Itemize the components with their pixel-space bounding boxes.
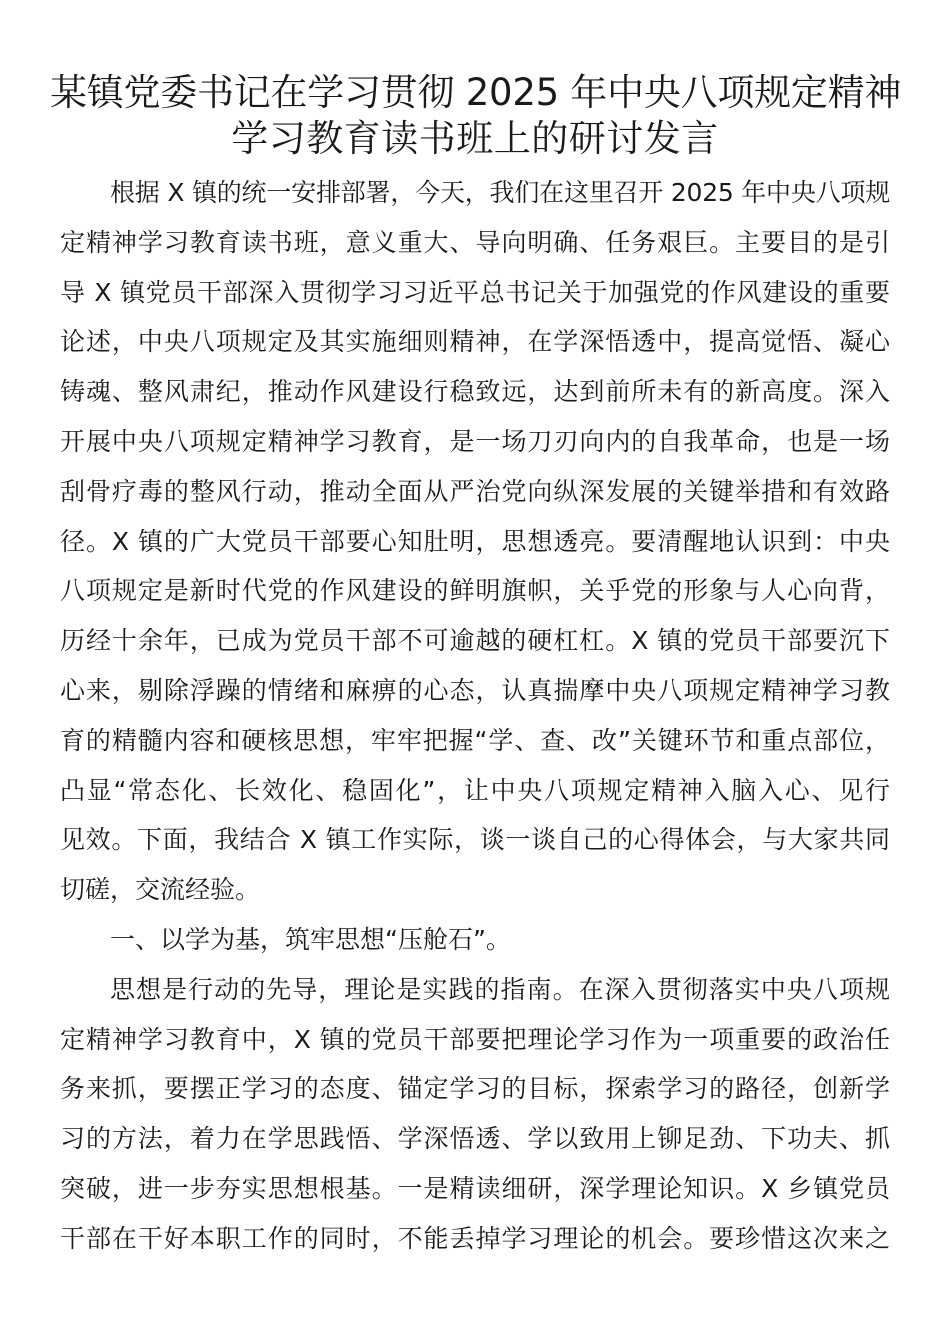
text-line: 育的精髓内容和硬核思想，牢牢把握“学、查、改”关键环节和重点部位， <box>60 725 890 755</box>
text-line: 径。X 镇的广大党员干部要心知肚明，思想透亮。要清醒地认识到：中央 <box>60 526 890 556</box>
text-line: 铸魂、整风肃纪，推动作风建设行稳致远，达到前所未有的新高度。深入 <box>60 377 890 407</box>
text-line: 凸显“常态化、长效化、稳固化”，让中央八项规定精神入脑入心、见行 <box>60 775 890 805</box>
document-body <box>60 168 890 1264</box>
paragraph-section-1 <box>60 965 890 1264</box>
paragraph-intro <box>60 168 890 915</box>
text-line: 切磋，交流经验。 <box>60 875 261 905</box>
document-title-line-1: 某镇党委书记在学习贯彻 2025 年中央八项规定精神 <box>50 71 902 114</box>
text-line: 历经十余年，已成为党员干部不可逾越的硬杠杠。X 镇的党员干部要沉下 <box>60 626 890 656</box>
text-line: 习的方法，着力在学思践悟、学深悟透、学以致用上铆足劲、下功夫、抓 <box>60 1124 890 1154</box>
text-line: 定精神学习教育读书班，意义重大、导向明确、任务艰巨。主要目的是引 <box>60 227 890 257</box>
text-line: 务来抓，要摆正学习的态度、锚定学习的目标，探索学习的路径，创新学 <box>60 1074 890 1104</box>
text-line: 根据 X 镇的统一安排部署，今天，我们在这里召开 2025 年中央八项规 <box>110 178 890 207</box>
text-line: 导 X 镇党员干部深入贯彻学习习近平总书记关于加强党的作风建设的重要 <box>60 277 890 307</box>
text-line: 见效。下面，我结合 X 镇工作实际，谈一谈自己的心得体会，与大家共同 <box>60 825 890 855</box>
text-line: 心来，剔除浮躁的情绪和麻痹的心态，认真揣摩中央八项规定精神学习教 <box>60 675 890 705</box>
text-line: 干部在干好本职工作的同时，不能丢掉学习理论的机会。要珍惜这次来之 <box>60 1223 890 1253</box>
text-line: 八项规定是新时代党的作风建设的鲜明旗帜，关乎党的形象与人心向背， <box>60 576 890 606</box>
text-line: 思想是行动的先导，理论是实践的指南。在深入贯彻落实中央八项规 <box>110 974 890 1004</box>
section-heading-1: 一、以学为基，筑牢思想“压舱石”。 <box>110 924 511 954</box>
text-line: 论述，中央八项规定及其实施细则精神，在学深悟透中，提高觉悟、凝心 <box>60 327 890 357</box>
text-line: 突破，进一步夯实思想根基。一是精读细研，深学理论知识。X 乡镇党员 <box>60 1173 890 1203</box>
text-line: 开展中央八项规定精神学习教育，是一场刀刃向内的自我革命，也是一场 <box>60 426 890 456</box>
text-line: 定精神学习教育中，X 镇的党员干部要把理论学习作为一项重要的政治任 <box>60 1024 890 1054</box>
text-line: 刮骨疗毒的整风行动，推动全面从严治党向纵深发展的关键举措和有效路 <box>60 476 890 506</box>
document-title-line-2: 学习教育读书班上的研讨发言 <box>231 117 719 160</box>
